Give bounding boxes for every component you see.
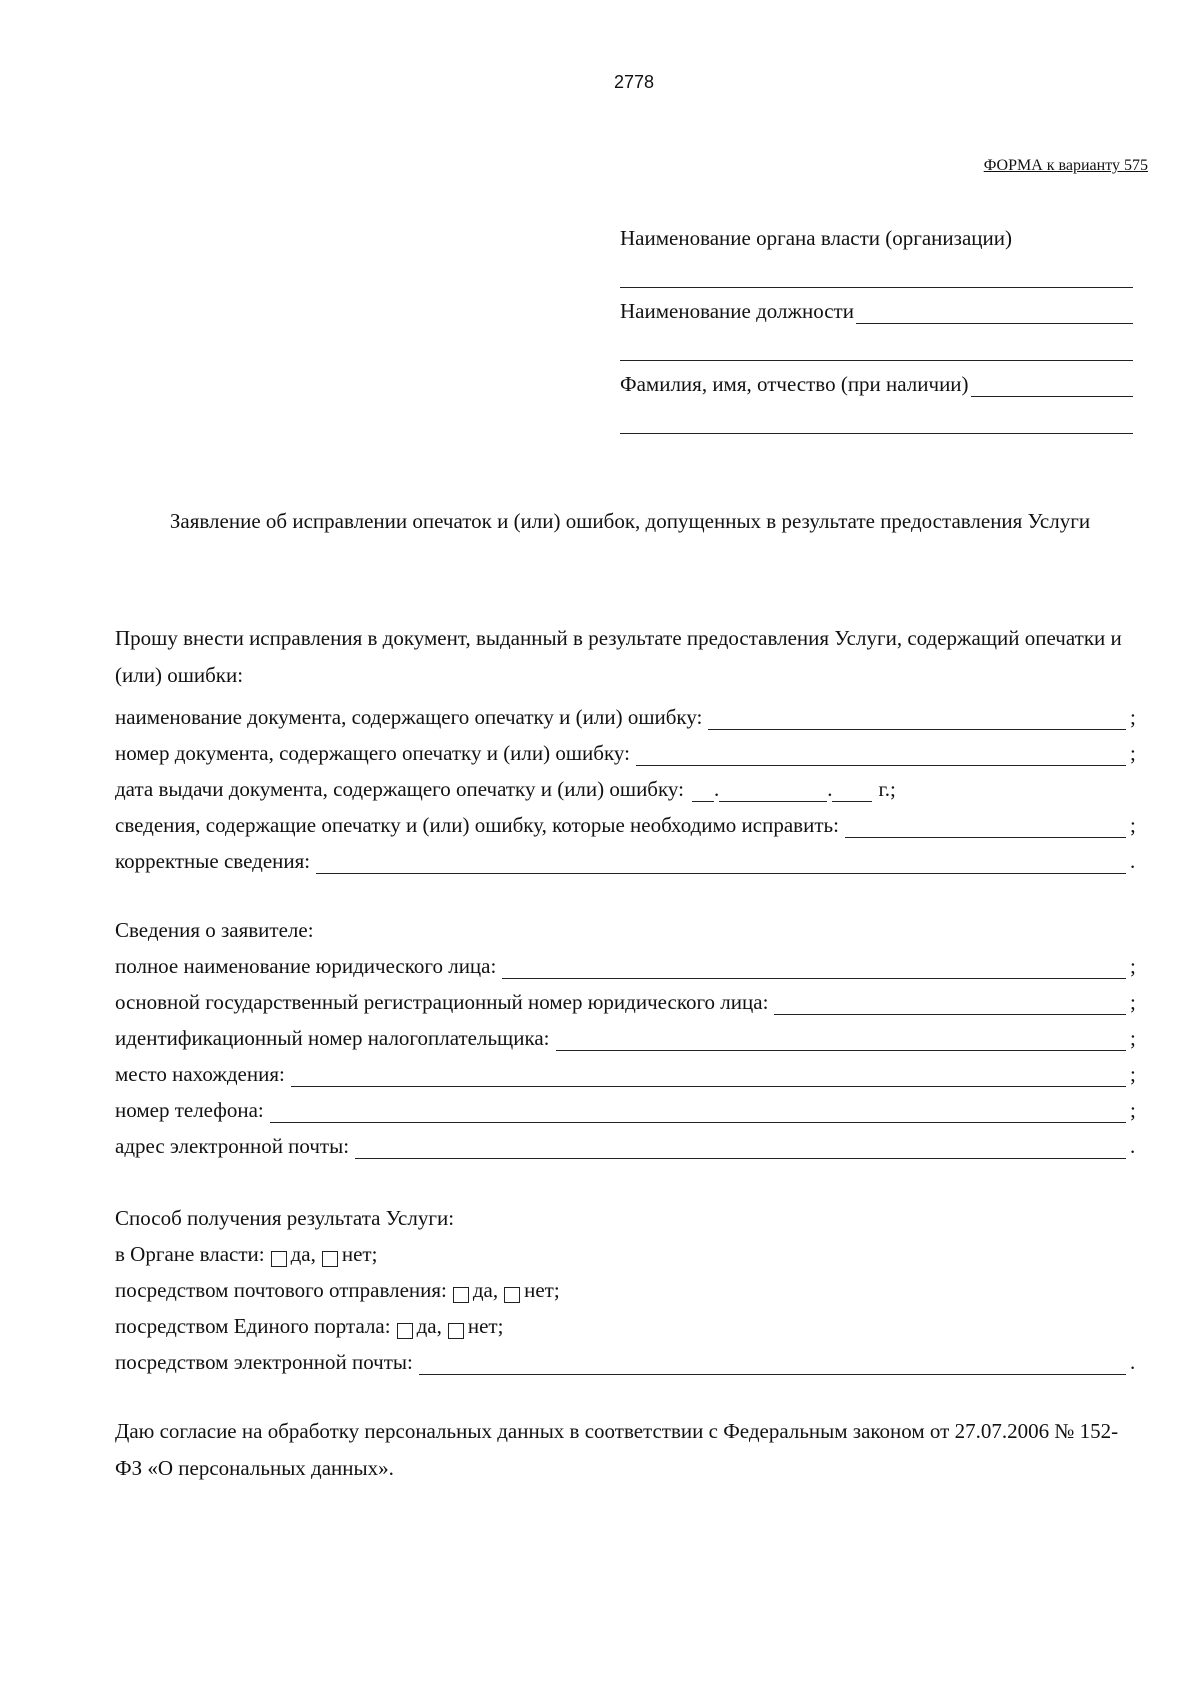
wrong-info-label: сведения, содержащие опечатку и (или) ошибку, которые необходимо исправить: xyxy=(115,813,839,837)
inn-label: идентификационный номер налогоплательщика: xyxy=(115,1026,550,1050)
position-field[interactable] xyxy=(856,305,1133,324)
checkbox-yes[interactable] xyxy=(453,1287,469,1303)
request-section xyxy=(115,620,1140,874)
delivery-email-row xyxy=(115,1339,1140,1375)
wrong-info-field[interactable] xyxy=(845,819,1126,838)
checkbox-yes[interactable] xyxy=(271,1251,287,1267)
no-label: нет; xyxy=(341,1242,378,1266)
delivery-section xyxy=(115,1195,1140,1375)
org-name-field[interactable] xyxy=(502,960,1126,979)
delivery-post-row xyxy=(115,1267,1140,1303)
inn-row xyxy=(115,1015,1140,1051)
correct-info-row xyxy=(115,838,1140,874)
phone-field[interactable] xyxy=(270,1104,1126,1123)
date-year-field[interactable] xyxy=(832,783,872,802)
full-name-field[interactable] xyxy=(971,378,1133,397)
row-end: ; xyxy=(1130,990,1136,1014)
applicant-heading: Сведения о заявителе: xyxy=(115,918,314,942)
row-end: ; xyxy=(1130,813,1136,837)
position-field-2[interactable] xyxy=(620,324,1133,361)
full-name-label: Фамилия, имя, отчество (при наличии) xyxy=(620,372,969,396)
row-end: . xyxy=(1130,849,1136,873)
delivery-portal-row xyxy=(115,1303,1140,1339)
consent-paragraph: Даю согласие на обработку персональных данных в соответствии с Федеральным законом от 27.07.2006 № 152-ФЗ «О персональных данных». xyxy=(115,1419,1119,1480)
checkbox-yes[interactable] xyxy=(397,1323,413,1339)
doc-date-label: дата выдачи документа, содержащего опечатку и (или) ошибку: xyxy=(115,777,684,801)
doc-number-label: номер документа, содержащего опечатку и (или) ошибку: xyxy=(115,741,630,765)
doc-name-row xyxy=(115,694,1140,730)
wrong-info-row xyxy=(115,802,1140,838)
yes-label: да, xyxy=(416,1314,442,1338)
yes-label: да, xyxy=(290,1242,316,1266)
delivery-heading: Способ получения результата Услуги: xyxy=(115,1206,455,1230)
date-day-field[interactable] xyxy=(692,783,714,802)
location-label: место нахождения: xyxy=(115,1062,285,1086)
date-fields: . . xyxy=(692,777,873,802)
row-end: ; xyxy=(1130,741,1136,765)
ogrn-label: основной государственный регистрационный номер юридического лица: xyxy=(115,990,769,1014)
yes-label: да, xyxy=(472,1278,499,1302)
row-end: . xyxy=(1130,1350,1136,1374)
delivery-authority-label: в Органе власти: xyxy=(115,1242,265,1266)
date-month-field[interactable] xyxy=(719,783,827,802)
delivery-post-label: посредством почтового отправления: xyxy=(115,1278,447,1302)
phone-label: номер телефона: xyxy=(115,1098,264,1122)
date-suffix: г.; xyxy=(878,777,896,801)
org-name-row xyxy=(115,943,1140,979)
row-end: . xyxy=(1130,1134,1136,1158)
delivery-email-label: посредством электронной почты: xyxy=(115,1350,413,1374)
email-row xyxy=(115,1123,1140,1159)
location-field[interactable] xyxy=(291,1068,1126,1087)
authority-label: Наименование органа власти (организации) xyxy=(620,226,1012,250)
no-label: нет; xyxy=(467,1314,504,1338)
phone-row xyxy=(115,1087,1140,1123)
email-field[interactable] xyxy=(355,1140,1126,1159)
page-number: 2778 xyxy=(613,72,655,92)
document-title: Заявление об исправлении опечаток и (или) ошибок, допущенных в результате предоставления Услуги xyxy=(169,509,1091,533)
doc-number-field[interactable] xyxy=(636,747,1126,766)
inn-field[interactable] xyxy=(556,1032,1126,1051)
row-end: ; xyxy=(1130,954,1136,978)
form-reference: ФОРМА к варианту 575 xyxy=(983,157,1148,174)
full-name-row xyxy=(620,361,1133,397)
row-end: ; xyxy=(1130,705,1136,729)
row-end: ; xyxy=(1130,1098,1136,1122)
email-label: адрес электронной почты: xyxy=(115,1134,350,1158)
checkbox-no[interactable] xyxy=(448,1323,464,1339)
org-name-label: полное наименование юридического лица: xyxy=(115,954,497,978)
row-end: ; xyxy=(1130,1062,1136,1086)
request-intro: Прошу внести исправления в документ, выданный в результате предоставления Услуги, содержащий опечатки и (или) ошибки: xyxy=(115,626,1122,687)
no-label: нет; xyxy=(524,1278,560,1302)
doc-name-field[interactable] xyxy=(708,711,1126,730)
checkbox-no[interactable] xyxy=(504,1287,520,1303)
ogrn-row xyxy=(115,979,1140,1015)
doc-date-row xyxy=(115,766,1140,802)
position-label: Наименование должности xyxy=(620,299,854,323)
row-end: ; xyxy=(1130,1026,1136,1050)
doc-name-label: наименование документа, содержащего опечатку и (или) ошибку: xyxy=(115,705,703,729)
delivery-portal-label: посредством Единого портала: xyxy=(115,1314,391,1338)
ogrn-field[interactable] xyxy=(774,996,1126,1015)
location-row xyxy=(115,1051,1140,1087)
full-name-field-2[interactable] xyxy=(620,397,1133,434)
delivery-email-field[interactable] xyxy=(419,1356,1126,1375)
correct-info-label: корректные сведения: xyxy=(115,849,311,873)
delivery-authority-row xyxy=(115,1231,1140,1267)
doc-number-row xyxy=(115,730,1140,766)
addressee-block xyxy=(620,215,1133,434)
checkbox-no[interactable] xyxy=(322,1251,338,1267)
authority-field[interactable] xyxy=(620,251,1133,288)
applicant-section xyxy=(115,907,1140,1159)
correct-info-field[interactable] xyxy=(316,855,1126,874)
position-row xyxy=(620,288,1133,324)
